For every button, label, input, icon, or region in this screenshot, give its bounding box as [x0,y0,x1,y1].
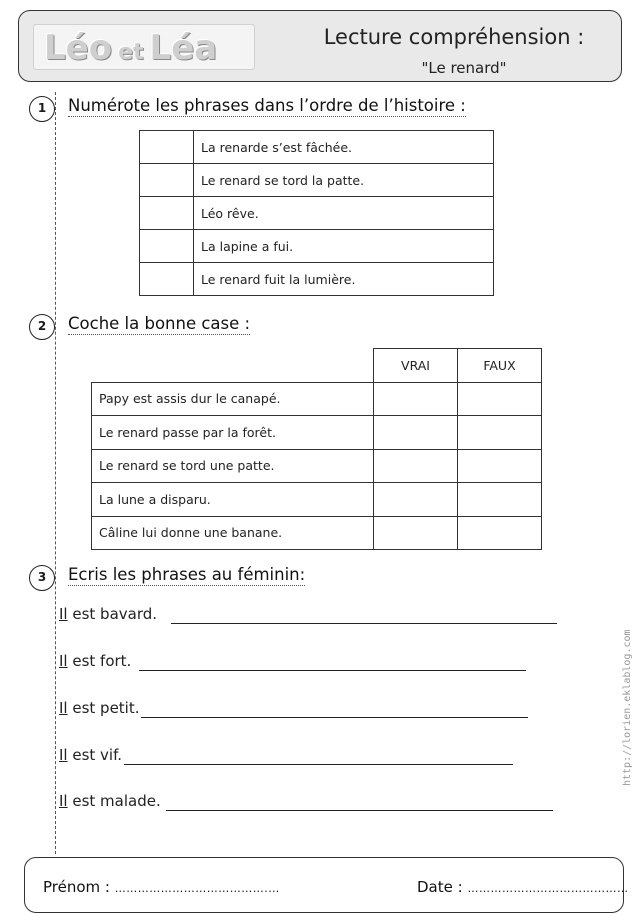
answer-line-2[interactable] [139,670,526,671]
faux-checkbox-cell[interactable] [458,516,542,550]
faux-checkbox-cell[interactable] [458,416,542,450]
number-input-box[interactable] [140,230,194,263]
table-row [140,164,494,197]
table-header-row [92,349,542,383]
prompt-text: est malade. [67,792,161,810]
sentence-cell: La renarde s’est fâchée. [194,131,494,164]
feminine-prompt-5 [59,792,161,810]
statement-cell: Câline lui donne une banane. [92,516,374,550]
vrai-checkbox-cell[interactable] [374,449,458,483]
column-header-vrai: VRAI [374,349,458,383]
sentence-cell: Léo rêve. [194,197,494,230]
pronoun-il: Il [59,652,68,670]
sentence-cell: La lapine a fui. [194,230,494,263]
statement-cell: La lune a disparu. [92,483,374,517]
answer-line-1[interactable] [171,623,557,624]
section-2-number: 2 [29,314,55,340]
name-field[interactable] [43,878,280,896]
true-false-table [91,348,542,550]
prompt-text: est vif. [67,746,123,764]
vrai-checkbox-cell[interactable] [374,516,458,550]
pronoun-il: Il [59,605,68,623]
section-1-title: Numérote les phrases dans l’ordre de l’histoire : [68,96,466,115]
table-row [140,263,494,296]
answer-line-3[interactable] [141,717,528,718]
statement-cell: Le renard passe par la forêt. [92,416,374,450]
table-row [92,449,542,483]
date-label: Date : [417,878,463,896]
date-field[interactable] [417,878,628,896]
pronoun-il: Il [59,699,68,717]
sentence-cell: Le renard fuit la lumière. [194,263,494,296]
statement-cell: Papy est assis dur le canapé. [92,382,374,416]
name-label: Prénom : [43,878,110,896]
table-row [140,230,494,263]
feminine-prompt-4 [59,746,122,764]
vrai-checkbox-cell[interactable] [374,483,458,517]
column-header-faux: FAUX [458,349,542,383]
answer-line-5[interactable] [166,810,553,811]
logo-word-et: et [118,40,144,65]
prompt-text: est bavard. [67,605,158,623]
feminine-prompt-3 [59,699,140,717]
number-input-box[interactable] [140,164,194,197]
date-dots: …………………………………… [467,882,629,895]
vrai-checkbox-cell[interactable] [374,416,458,450]
ordering-table [139,130,494,296]
number-input-box[interactable] [140,131,194,164]
number-input-box[interactable] [140,197,194,230]
vrai-checkbox-cell[interactable] [374,382,458,416]
worksheet-title: Lecture compréhension : [323,25,585,49]
prompt-text: est petit. [67,699,140,717]
prompt-text: est fort. [67,652,132,670]
section-1-number: 1 [29,96,55,122]
margin-dashed-line [55,92,56,854]
table-row [92,416,542,450]
logo-word-leo: Léo [44,28,113,68]
feminine-prompt-2 [59,652,131,670]
worksheet-subtitle: "Le renard" [421,59,507,77]
statement-cell: Le renard se tord une patte. [92,449,374,483]
pronoun-il: Il [59,792,68,810]
section-3-number: 3 [29,565,55,591]
table-row [92,516,542,550]
table-row [92,483,542,517]
header-banner [18,10,622,82]
answer-line-4[interactable] [124,764,513,765]
website-watermark: http://lorien.eklablog.com [622,629,633,786]
number-input-box[interactable] [140,263,194,296]
section-2-title: Coche la bonne case : [68,314,251,333]
leo-et-lea-logo [33,24,255,70]
sentence-cell: Le renard se tord la patte. [194,164,494,197]
feminine-prompt-1 [59,605,157,623]
pronoun-il: Il [59,746,68,764]
table-row [92,382,542,416]
name-dots: ………………………………….… [114,882,280,895]
faux-checkbox-cell[interactable] [458,449,542,483]
section-3-title: Ecris les phrases au féminin: [68,565,306,584]
faux-checkbox-cell[interactable] [458,483,542,517]
table-row [140,131,494,164]
footer-box [24,857,629,913]
table-row [140,197,494,230]
logo-word-lea: Léa [149,28,218,68]
faux-checkbox-cell[interactable] [458,382,542,416]
